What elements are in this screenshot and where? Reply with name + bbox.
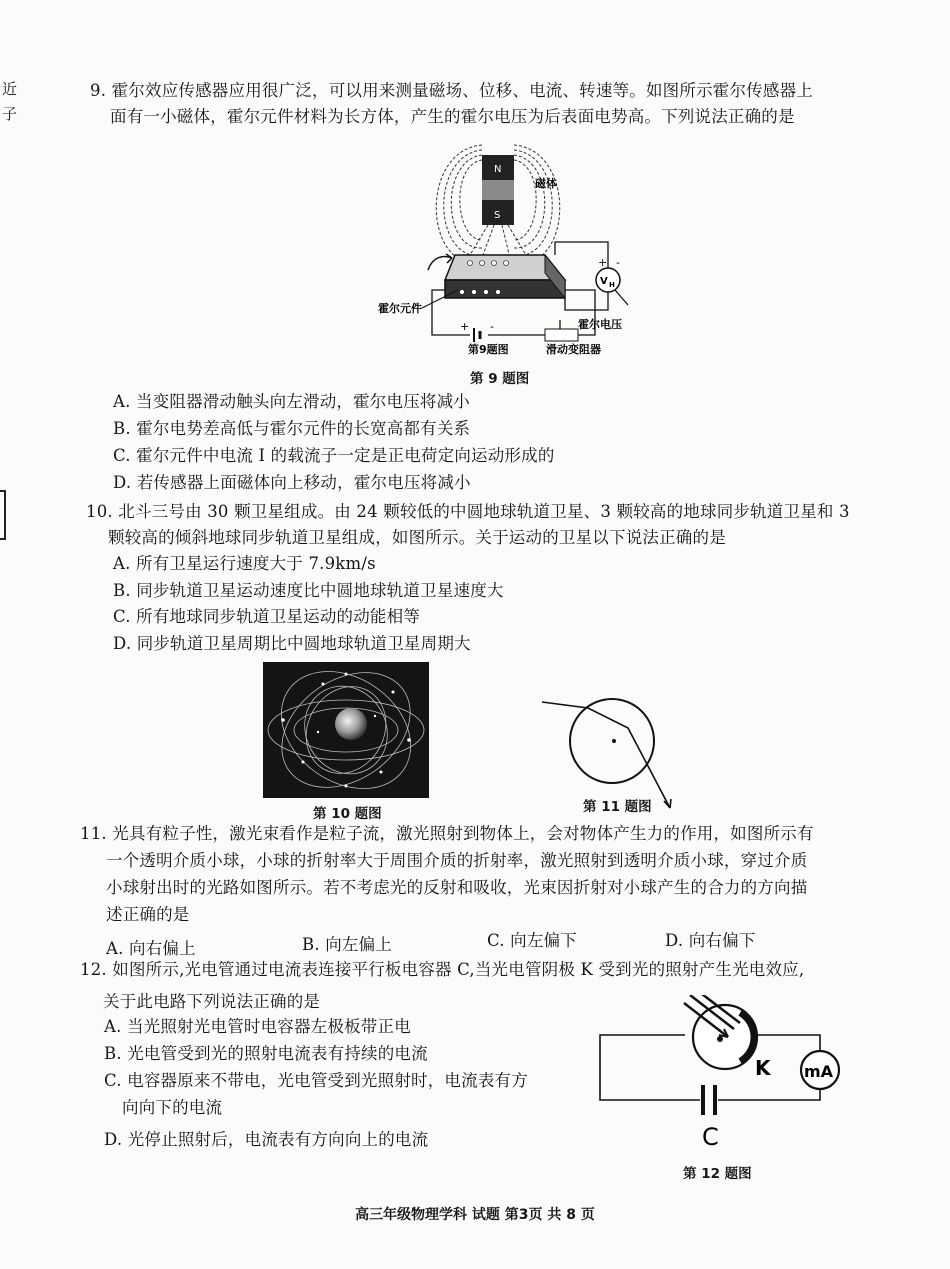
voltmeter-sub: H bbox=[609, 281, 615, 289]
q10-stem-line2: 颗较高的倾斜地球同步轨道卫星组成，如图所示。关于运动的卫星以下说法正确的是 bbox=[108, 528, 726, 547]
q11-stem-line1: 11. 光具有粒子性，激光束看作是粒子流，激光照射到物体上，会对物体产生力的作用，如图所示有 bbox=[80, 824, 814, 843]
q11-option-d: D. 向右偏下 bbox=[665, 931, 756, 950]
hall-element-label: 霍尔元件 bbox=[378, 302, 422, 315]
q10-option-a: A. 所有卫星运行速度大于 7.9km/s bbox=[113, 554, 376, 573]
q10-option-c: C. 所有地球同步轨道卫星运动的动能相等 bbox=[113, 607, 421, 626]
rheostat-label: 滑动变阻器 bbox=[546, 343, 601, 356]
q12-stem-line1: 12. 如图所示,光电管通过电流表连接平行板电容器 C,当光电管阴极 K 受到光的照射产生光电效应, bbox=[80, 960, 805, 979]
q9-stem-line1: 9. 霍尔效应传感器应用很广泛，可以用来测量磁场、位移、电流、转速等。如图所示霍尔传感器上 bbox=[90, 81, 813, 100]
magnet-middle bbox=[482, 180, 514, 200]
hall-sensor-figure bbox=[370, 130, 650, 360]
q9-option-c: C. 霍尔元件中电流 I 的载流子一定是正电荷定向运动形成的 bbox=[113, 446, 555, 465]
margin-box bbox=[0, 490, 6, 540]
capacitor-label: C bbox=[702, 1123, 719, 1151]
voltmeter-label: V bbox=[600, 276, 608, 287]
south-label: S bbox=[494, 210, 501, 221]
q12-option-c-cont: 向向下的电流 bbox=[122, 1098, 223, 1117]
q9-option-d: D. 若传感器上面磁体向上移动，霍尔电压将减小 bbox=[113, 473, 471, 492]
q12-stem-line2: 关于此电路下列说法正确的是 bbox=[103, 992, 321, 1011]
q11-stem-line2: 一个透明介质小球，小球的折射率大于周围介质的折射率，激光照射到透明介质小球，穿过介质 bbox=[106, 851, 808, 870]
q9-stem-line2: 面有一小磁体，霍尔元件材料为长方体，产生的霍尔电压为后表面电势高。下列说法正确的是 bbox=[110, 107, 795, 126]
q10-stem-line1: 10. 北斗三号由 30 颗卫星组成。由 24 颗较低的中圆地球轨道卫星、3 颗较高的地球同步轨道卫星和 3 bbox=[86, 502, 850, 521]
hall-element-front bbox=[445, 280, 565, 298]
earth bbox=[335, 708, 367, 740]
figure-caption: 第 9 题图 bbox=[470, 371, 530, 387]
battery-minus: - bbox=[490, 320, 494, 333]
photocell-circuit-figure bbox=[590, 995, 850, 1160]
cathode-label: K bbox=[755, 1056, 771, 1080]
figure-caption: 第 12 题图 bbox=[683, 1166, 752, 1182]
figure-caption: 第 11 题图 bbox=[583, 799, 652, 815]
voltmeter-plus: + bbox=[598, 256, 608, 269]
q11-option-c: C. 向左偏下 bbox=[487, 931, 577, 950]
q9-option-a: A. 当变阻器滑动触头向左滑动，霍尔电压将减小 bbox=[113, 392, 471, 411]
margin-char: 近 bbox=[2, 80, 18, 98]
q11-option-a: A. 向右偏上 bbox=[106, 939, 196, 958]
battery-plus: + bbox=[460, 320, 470, 333]
satellite-orbits-photo bbox=[263, 662, 429, 798]
q12-option-c: C. 电容器原来不带电，光电管受到光照射时，电流表有方 bbox=[104, 1071, 528, 1090]
q10-option-d: D. 同步轨道卫星周期比中圆地球轨道卫星周期大 bbox=[113, 634, 471, 653]
q12-option-a: A. 当光照射光电管时电容器左极板带正电 bbox=[104, 1017, 411, 1036]
q11-stem-line3: 小球射出时的光路如图所示。若不考虑光的反射和吸收，光束因折射对小球产生的合力的方向描 bbox=[106, 878, 808, 897]
q11-option-b: B. 向左偏上 bbox=[302, 935, 393, 954]
figure-caption: 第 10 题图 bbox=[313, 806, 382, 822]
figure-inner-label: 第9题图 bbox=[468, 343, 509, 356]
margin-char: 子 bbox=[2, 105, 18, 123]
magnet-label: 磁体 bbox=[535, 177, 557, 190]
page-footer: 高三年级物理学科 试题 第3页 共 8 页 bbox=[355, 1207, 595, 1223]
north-label: N bbox=[494, 164, 502, 175]
q12-option-b: B. 光电管受到光的照射电流表有持续的电流 bbox=[104, 1044, 428, 1063]
q12-option-d: D. 光停止照射后，电流表有方向向上的电流 bbox=[104, 1130, 429, 1149]
voltmeter-minus: - bbox=[616, 256, 620, 269]
q9-option-b: B. 霍尔电势差高低与霍尔元件的长宽高都有关系 bbox=[113, 419, 471, 438]
rheostat bbox=[545, 329, 578, 341]
hall-voltage-label: 霍尔电压 bbox=[578, 318, 622, 331]
q11-stem-line4: 述正确的是 bbox=[106, 905, 190, 924]
current-arrow bbox=[428, 257, 452, 271]
q10-option-b: B. 同步轨道卫星运动速度比中圆地球轨道卫星速度大 bbox=[113, 581, 504, 600]
milliammeter-label: mA bbox=[804, 1062, 834, 1081]
